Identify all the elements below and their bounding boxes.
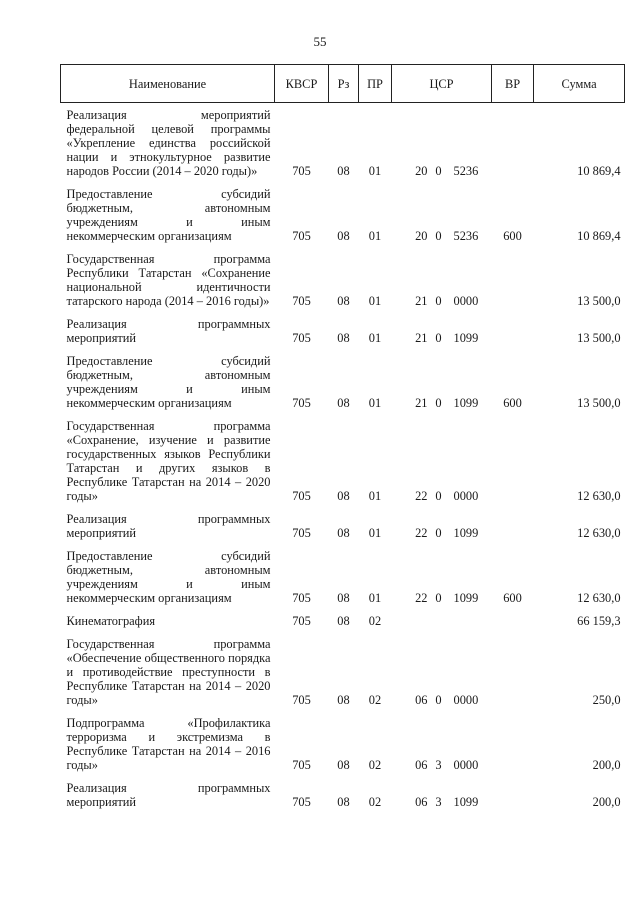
row-sum-cell: 12 630,0	[577, 591, 621, 605]
row-vr-cell	[492, 507, 534, 544]
row-kvsr-cell: 705	[292, 795, 311, 809]
header-pr: ПР	[359, 65, 392, 103]
row-pr-cell: 02	[368, 614, 382, 628]
row-csr-direction-cell: 0000	[453, 294, 479, 308]
table-row	[61, 182, 625, 247]
row-kvsr-cell: 705	[292, 526, 311, 540]
row-csr-program-cell: 21	[415, 294, 428, 308]
row-sum-cell: 250,0	[592, 693, 621, 707]
row-csr-direction-cell: 0000	[453, 758, 479, 772]
row-csr-subprogram-cell: 0	[435, 396, 442, 410]
row-name-cell: Государственная программа Республики Татарстан «Сохранение национальной идентичности татарского народа (2014 – 2016 годы)»	[66, 252, 271, 308]
row-name-cell: Кинематография	[66, 614, 156, 628]
row-sum-cell: 13 500,0	[577, 331, 621, 345]
page-number: 55	[313, 34, 327, 49]
row-rz-cell: 08	[337, 294, 350, 308]
row-csr-subprogram-cell: 0	[435, 526, 442, 540]
row-vr-cell	[492, 632, 534, 711]
table-row	[61, 711, 625, 776]
row-kvsr-cell: 705	[292, 331, 311, 345]
row-kvsr-cell: 705	[292, 489, 311, 503]
row-name-cell: Подпрограмма «Профилактика терроризма и экстремизма в Республике Татарстан на 2014 – 2016 годы»	[66, 716, 271, 772]
row-vr-cell	[492, 103, 534, 183]
table-row	[61, 103, 625, 183]
row-csr-subprogram-cell: 3	[435, 758, 442, 772]
row-rz-cell: 08	[337, 396, 350, 410]
table-row	[61, 507, 625, 544]
row-kvsr-cell: 705	[292, 229, 311, 243]
row-kvsr-cell: 705	[292, 693, 311, 707]
table-body	[61, 103, 625, 814]
row-csr-program-cell: 06	[415, 758, 428, 772]
row-pr-cell: 01	[368, 294, 382, 308]
row-name-cell: Реализация мероприятий федеральной целевой программы «Укрепление единства российской нации и этнокультурное развитие народов России (2014 – 2020 годы)»	[66, 108, 271, 178]
row-pr-cell: 02	[368, 758, 382, 772]
table-row	[61, 414, 625, 507]
row-csr-program-cell: 06	[415, 693, 428, 707]
row-name-cell: Предоставление субсидий бюджетным, автономным учреждениям и иным некоммерческим организациям	[66, 549, 271, 605]
row-rz-cell: 08	[337, 591, 350, 605]
row-vr-cell: 600	[503, 591, 522, 605]
row-name-cell: Реализация программных мероприятий	[66, 781, 271, 809]
row-vr-cell	[492, 711, 534, 776]
row-kvsr-cell: 705	[292, 164, 311, 178]
table-row	[61, 609, 625, 632]
row-vr-cell	[492, 312, 534, 349]
row-csr-direction-cell	[450, 609, 492, 632]
row-csr-program-cell: 21	[415, 396, 428, 410]
row-sum-cell: 200,0	[592, 758, 621, 772]
row-sum-cell: 12 630,0	[577, 526, 621, 540]
row-name-cell: Реализация программных мероприятий	[66, 512, 271, 540]
row-sum-cell: 10 869,4	[577, 164, 621, 178]
row-vr-cell	[492, 247, 534, 312]
row-kvsr-cell: 705	[292, 614, 311, 628]
row-csr-subprogram-cell: 0	[435, 331, 442, 345]
row-pr-cell: 01	[368, 229, 382, 243]
row-kvsr-cell: 705	[292, 396, 311, 410]
row-sum-cell: 13 500,0	[577, 396, 621, 410]
row-rz-cell: 08	[337, 526, 350, 540]
row-rz-cell: 08	[337, 614, 350, 628]
row-csr-subprogram-cell: 0	[435, 591, 442, 605]
table-row	[61, 776, 625, 813]
row-name-cell: Государственная программа «Обеспечение общественного порядка и противодействие преступности в Республике Татарстан на 2014 – 2020 годы»	[66, 637, 271, 707]
row-csr-subprogram-cell: 0	[435, 229, 442, 243]
row-name-cell: Предоставление субсидий бюджетным, автономным учреждениям и иным некоммерческим организациям	[66, 354, 271, 410]
row-pr-cell: 01	[368, 526, 382, 540]
row-csr-subprogram-cell: 0	[435, 489, 442, 503]
row-csr-direction-cell: 0000	[453, 693, 479, 707]
table-row	[61, 349, 625, 414]
row-kvsr-cell: 705	[292, 294, 311, 308]
row-pr-cell: 01	[368, 164, 382, 178]
row-pr-cell: 01	[368, 489, 382, 503]
header-name: Наименование	[61, 65, 275, 103]
row-csr-subprogram-cell: 0	[435, 693, 442, 707]
row-csr-program-cell: 20	[415, 229, 428, 243]
row-csr-program-cell: 21	[415, 331, 428, 345]
row-pr-cell: 01	[368, 331, 382, 345]
row-sum-cell: 13 500,0	[577, 294, 621, 308]
row-pr-cell: 02	[368, 693, 382, 707]
row-csr-direction-cell: 5236	[453, 229, 479, 243]
row-sum-cell: 10 869,4	[577, 229, 621, 243]
row-sum-cell: 200,0	[592, 795, 621, 809]
header-rz: Рз	[329, 65, 359, 103]
row-name-cell: Реализация программных мероприятий	[66, 317, 271, 345]
budget-table	[60, 64, 625, 813]
row-csr-program-cell: 22	[415, 591, 428, 605]
row-csr-direction-cell: 5236	[453, 164, 479, 178]
row-csr-subprogram-cell: 0	[435, 294, 442, 308]
header-kvsr: КВСР	[275, 65, 329, 103]
row-rz-cell: 08	[337, 229, 350, 243]
row-vr-cell	[492, 414, 534, 507]
row-rz-cell: 08	[337, 489, 350, 503]
row-csr-program-cell: 06	[415, 795, 428, 809]
row-kvsr-cell: 705	[292, 758, 311, 772]
row-sum-cell: 66 159,3	[577, 614, 621, 628]
row-sum-cell: 12 630,0	[577, 489, 621, 503]
table-row	[61, 312, 625, 349]
row-csr-program-cell	[392, 609, 428, 632]
row-pr-cell: 02	[368, 795, 382, 809]
table-row	[61, 247, 625, 312]
row-pr-cell: 01	[368, 396, 382, 410]
row-csr-program-cell: 20	[415, 164, 428, 178]
row-vr-cell	[492, 609, 534, 632]
row-csr-direction-cell: 1099	[453, 396, 479, 410]
header-sum: Сумма	[534, 65, 625, 103]
row-vr-cell: 600	[503, 229, 522, 243]
row-name-cell: Государственная программа «Сохранение, изучение и развитие государственных языков Республики Татарстан и других языков в Республике Татарстан на 2014 – 2020 годы»	[66, 419, 271, 503]
table-row	[61, 632, 625, 711]
table-row	[61, 544, 625, 609]
row-csr-subprogram-cell	[428, 609, 450, 632]
row-name-cell: Предоставление субсидий бюджетным, автономным учреждениям и иным некоммерческим организациям	[66, 187, 271, 243]
table-header	[61, 65, 625, 103]
row-vr-cell: 600	[503, 396, 522, 410]
row-csr-direction-cell: 1099	[453, 526, 479, 540]
row-csr-direction-cell: 1099	[453, 591, 479, 605]
row-rz-cell: 08	[337, 795, 350, 809]
row-csr-program-cell: 22	[415, 526, 428, 540]
row-csr-direction-cell: 1099	[453, 331, 479, 345]
row-csr-subprogram-cell: 3	[435, 795, 442, 809]
row-rz-cell: 08	[337, 164, 350, 178]
row-rz-cell: 08	[337, 331, 350, 345]
row-csr-program-cell: 22	[415, 489, 428, 503]
header-csr: ЦСР	[392, 65, 492, 103]
header-vr: ВР	[492, 65, 534, 103]
row-rz-cell: 08	[337, 758, 350, 772]
row-csr-direction-cell: 0000	[453, 489, 479, 503]
row-pr-cell: 01	[368, 591, 382, 605]
row-rz-cell: 08	[337, 693, 350, 707]
row-csr-subprogram-cell: 0	[435, 164, 442, 178]
row-kvsr-cell: 705	[292, 591, 311, 605]
row-vr-cell	[492, 776, 534, 813]
row-csr-direction-cell: 1099	[453, 795, 479, 809]
